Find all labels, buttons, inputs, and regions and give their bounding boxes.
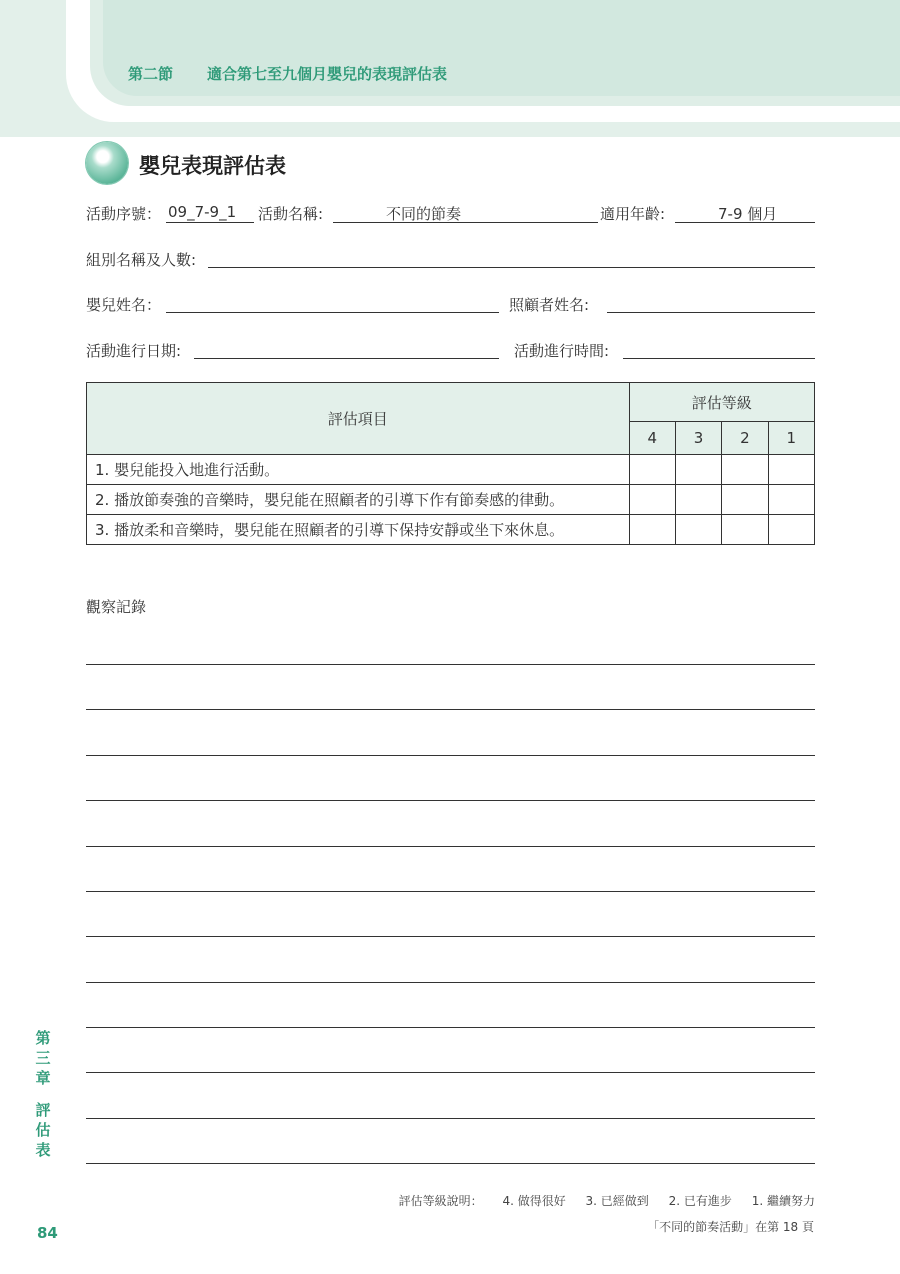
chapter-side-label: [34, 1028, 52, 1160]
level-3-header: 3: [675, 422, 721, 455]
score-cell[interactable]: [722, 485, 768, 515]
globe-icon: [86, 142, 128, 184]
legend-item: 1. 繼續努力: [751, 1194, 815, 1208]
carer-name-field[interactable]: [607, 312, 815, 313]
level-2-header: 2: [722, 422, 768, 455]
date-field[interactable]: [194, 358, 499, 359]
item-text: 2. 播放節奏強的音樂時，嬰兒能在照顧者的引導下作有節奏感的律動。: [87, 485, 630, 515]
table-row: [87, 485, 815, 515]
chapter-topic: 評估表: [35, 1101, 51, 1159]
observation-line[interactable]: [86, 846, 815, 847]
observation-line[interactable]: [86, 936, 815, 937]
level-legend: [399, 1192, 815, 1209]
score-cell[interactable]: [722, 455, 768, 485]
activity-name-field[interactable]: [333, 222, 598, 223]
score-cell[interactable]: [768, 515, 814, 545]
legend-label: 評估等級說明：: [398, 1194, 483, 1208]
activity-name-value: 不同的節奏: [386, 205, 462, 223]
page-reference: 「不同的節奏活動」在第 18 頁: [647, 1220, 814, 1234]
score-cell[interactable]: [629, 515, 675, 545]
observation-title: 觀察記錄: [86, 598, 147, 616]
score-cell[interactable]: [675, 455, 721, 485]
activity-no-label: 活動序號：: [86, 205, 162, 223]
group-label: 組別名稱及人數:: [86, 251, 197, 269]
level-header: 評估等級: [629, 383, 814, 422]
observation-line[interactable]: [86, 1027, 815, 1028]
table-row: [87, 455, 815, 485]
chapter-label: 第三章: [35, 1029, 51, 1087]
observation-line[interactable]: [86, 755, 815, 756]
observation-line[interactable]: [86, 664, 815, 665]
carer-name-label: 照顧者姓名:: [509, 296, 590, 314]
score-cell[interactable]: [768, 485, 814, 515]
observation-line[interactable]: [86, 800, 815, 801]
score-cell[interactable]: [722, 515, 768, 545]
score-cell[interactable]: [629, 455, 675, 485]
section-heading: [128, 63, 447, 84]
legend-item: 2. 已有進步: [668, 1194, 732, 1208]
page-number: 84: [37, 1224, 58, 1242]
activity-name-label: 活動名稱:: [258, 205, 324, 223]
section-number: 第二節: [128, 65, 174, 83]
observation-line[interactable]: [86, 1163, 815, 1164]
activity-no-field[interactable]: [166, 222, 254, 223]
baby-name-field[interactable]: [166, 312, 499, 313]
observation-line[interactable]: [86, 1072, 815, 1073]
legend-item: 3. 已經做到: [585, 1194, 649, 1208]
age-label: 適用年齡:: [600, 205, 666, 223]
observation-line[interactable]: [86, 1118, 815, 1119]
activity-no-value: 09_7-9_1: [168, 203, 237, 221]
observation-line[interactable]: [86, 891, 815, 892]
table-row: [87, 515, 815, 545]
item-text: 1. 嬰兒能投入地進行活動。: [87, 455, 630, 485]
score-cell[interactable]: [675, 485, 721, 515]
section-title: 適合第七至九個月嬰兒的表現評估表: [207, 65, 448, 83]
score-cell[interactable]: [768, 455, 814, 485]
legend-item: 4. 做得很好: [502, 1194, 566, 1208]
time-label: 活動進行時間:: [514, 342, 610, 360]
baby-name-label: 嬰兒姓名：: [86, 296, 162, 314]
score-cell[interactable]: [675, 515, 721, 545]
level-4-header: 4: [629, 422, 675, 455]
observation-line[interactable]: [86, 982, 815, 983]
form-title: 嬰兒表現評估表: [139, 154, 286, 178]
item-text: 3. 播放柔和音樂時，嬰兒能在照顧者的引導下保持安靜或坐下來休息。: [87, 515, 630, 545]
score-cell[interactable]: [629, 485, 675, 515]
evaluation-table: [86, 382, 815, 545]
observation-line[interactable]: [86, 709, 815, 710]
level-1-header: 1: [768, 422, 814, 455]
time-field[interactable]: [623, 358, 815, 359]
item-header: 評估項目: [87, 383, 630, 455]
group-field[interactable]: [208, 267, 815, 268]
age-value: 7-9 個月: [718, 205, 778, 223]
date-label: 活動進行日期:: [86, 342, 182, 360]
